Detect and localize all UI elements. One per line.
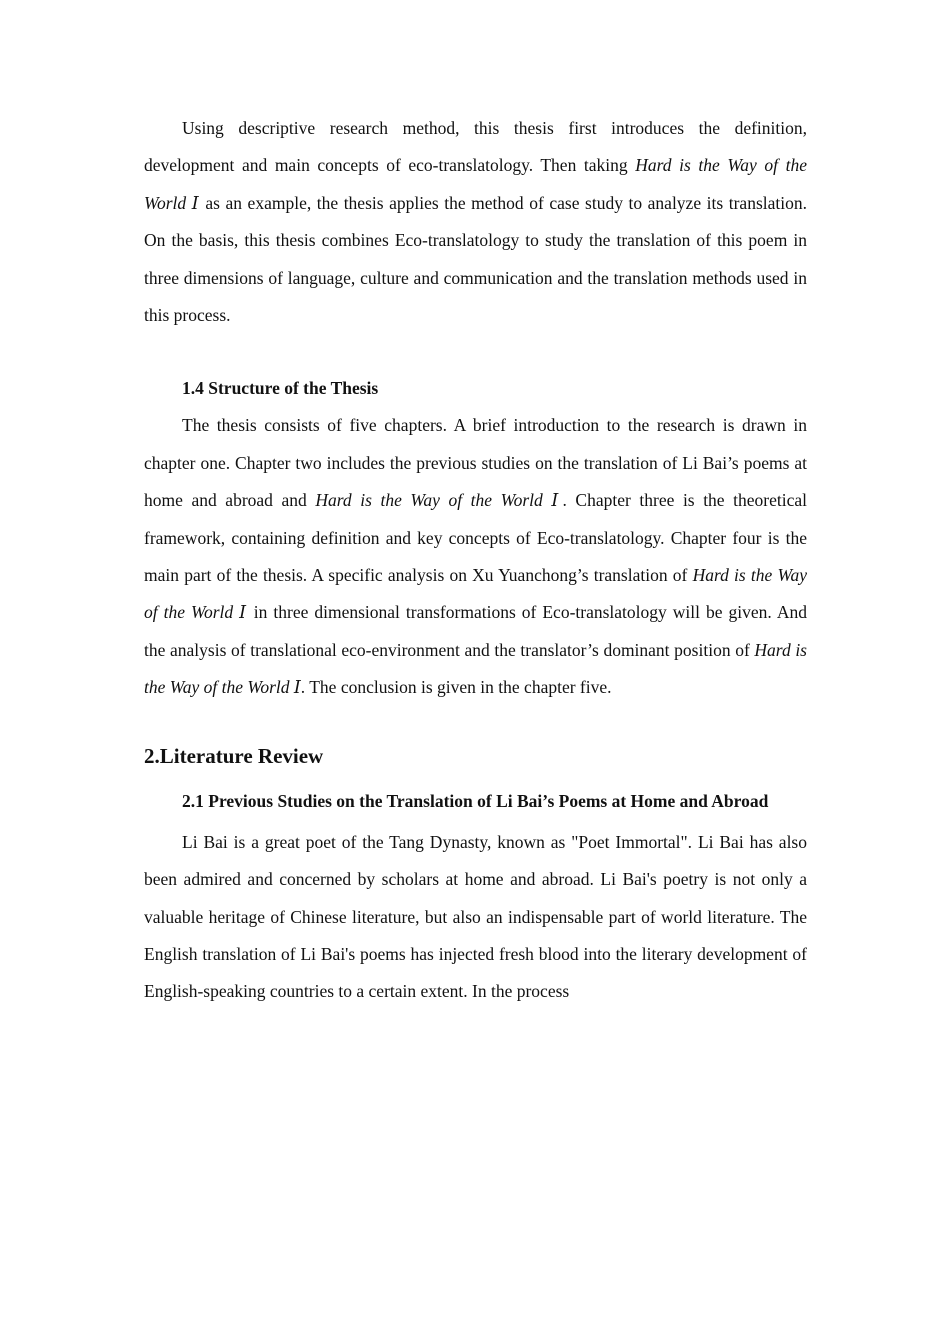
- section-1-4-heading: 1.4 Structure of the Thesis: [182, 378, 379, 399]
- intro-text-b: as an example, the thesis applies the method of case study to analyze its translation. On the basis, this thesis combines Eco-translatology to study the translation of this poem in three dimensions of language, culture and communication and the translation methods used in this process.: [144, 192, 807, 326]
- structure-text-a: The thesis consists of five chapters. A brief introduction to the research is drawn in chapter one. Chapter two includes the previous studies on the translation of Li Bai’s poems at home and abroad and: [144, 415, 807, 511]
- poem-title: Hard is the Way of the World Ⅰ: [144, 639, 807, 698]
- intro-text-a: Using descriptive research method, this thesis first introduces the definition, development and main concepts of eco-translatology. Then taking: [144, 118, 807, 176]
- poem-title: Hard is the Way of the World Ⅰ: [144, 155, 807, 213]
- document-page: [144, 110, 807, 1011]
- chapter-2-heading: 2.Literature Review: [144, 743, 324, 768]
- intro-paragraph: [144, 110, 807, 334]
- poem-title: Hard is the Way of the World Ⅰ: [315, 490, 563, 511]
- structure-paragraph: [144, 407, 807, 706]
- section-2-1-heading: 2.1 Previous Studies on the Translation of Li Bai’s Poems at Home and Abroad: [182, 790, 769, 811]
- literature-paragraph: Li Bai is a great poet of the Tang Dynasty, known as "Poet Immortal". Li Bai has also been admired and concerned by scholars at home and abroad. Li Bai's poetry is not only a valuable heritage of Chinese literature, but also an indispensable part of world literature. The English translation of Li Bai's poems has injected fresh blood into the literary development of English-speaking countries to a certain extent. In the process: [144, 831, 807, 1002]
- structure-text-d: . The conclusion is given in the chapter five.: [300, 677, 612, 698]
- structure-text-c: in three dimensional transformations of Eco-translatology will be given. And the analysis of translational eco-environment and the translator’s dominant position of: [144, 602, 807, 660]
- poem-title: Hard is the Way of the World Ⅰ: [144, 565, 807, 623]
- structure-text-b: . Chapter three is the theoretical framework, containing definition and key concepts of Eco-translatology. Chapter four is the main part of the thesis. A specific analysis on Xu Yuanchong’s translation of: [144, 490, 807, 586]
